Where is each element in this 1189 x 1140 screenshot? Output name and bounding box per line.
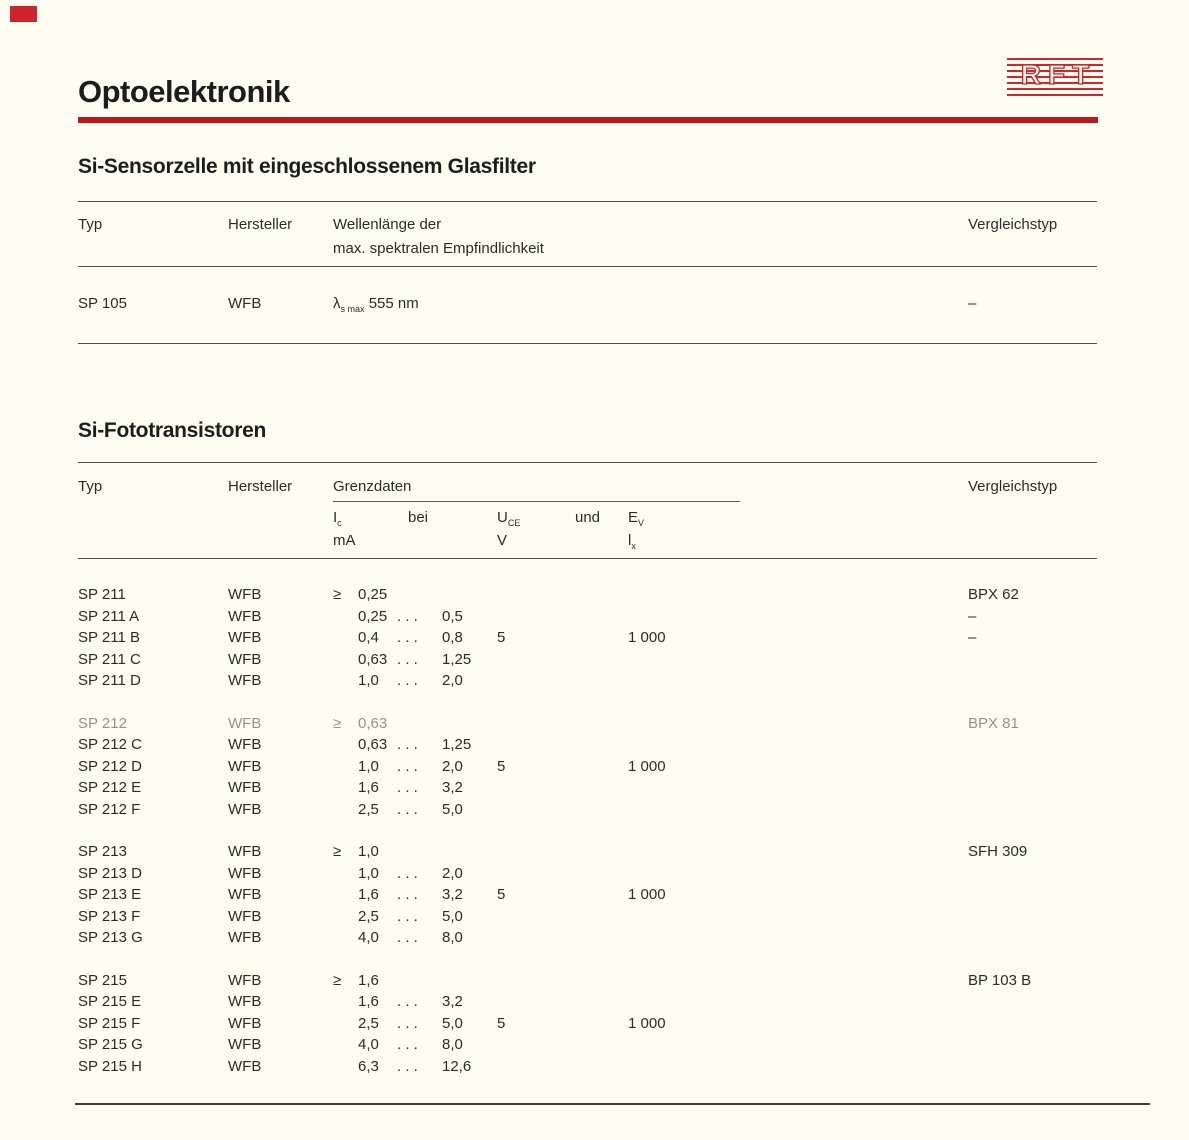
table-row: [78, 863, 1097, 885]
ic-min-value: 1,6: [358, 886, 379, 903]
typ-cell: SP 215: [78, 971, 127, 989]
hersteller-cell: WFB: [228, 736, 262, 753]
vergleichstyp-value: BP 103 B: [968, 971, 1032, 989]
ic-dots: . . .: [397, 800, 418, 818]
typ-cell: SP 213 D: [78, 864, 142, 882]
ic-min-value: 2,5: [358, 800, 379, 818]
table-row: [78, 841, 1097, 863]
vergleichstyp-value: –: [968, 607, 977, 625]
ic-dots: . . .: [397, 1057, 418, 1075]
table-row: [78, 756, 1097, 778]
wellenlaenge-value: 555 nm: [368, 295, 419, 312]
ic-min-value: 1,0: [358, 757, 379, 775]
ic-dots: . . .: [397, 650, 418, 668]
hersteller-cell: WFB: [228, 907, 262, 925]
ic-dots: . . .: [397, 736, 418, 753]
ic-min-value: 4,0: [358, 929, 379, 946]
page-title: Optoelektronik: [78, 74, 290, 109]
hersteller-cell: WFB: [228, 1036, 262, 1053]
typ-cell: SP 212 F: [78, 800, 141, 818]
hersteller-cell: WFB: [228, 971, 262, 989]
typ-cell: SP 211 B: [78, 629, 140, 646]
unit-ma: mA: [333, 532, 356, 549]
hersteller-cell: WFB: [228, 1057, 262, 1075]
table-row: [78, 991, 1097, 1013]
ic-min-value: 2,5: [358, 1014, 379, 1032]
typ-cell: SP 215 F: [78, 1014, 141, 1032]
col-hersteller: Hersteller: [228, 478, 293, 495]
table-row: [78, 267, 1097, 344]
table-row: [78, 1013, 1097, 1035]
ic-dots: . . .: [397, 886, 418, 903]
hersteller-cell: WFB: [228, 993, 262, 1010]
hersteller-cell: WFB: [228, 629, 262, 646]
hersteller-cell: WFB: [228, 886, 262, 903]
ic-min-value: 1,0: [358, 843, 379, 860]
ic-dots: . . .: [397, 757, 418, 775]
typ-cell: SP 211 C: [78, 650, 141, 668]
typ-cell: SP 213 G: [78, 929, 143, 946]
table-row: [78, 927, 1097, 949]
ic-ge-symbol: ≥: [333, 714, 342, 732]
ic-min-value: 4,0: [358, 1036, 379, 1053]
col-hersteller: Hersteller: [228, 216, 293, 233]
unit-lx: [628, 530, 636, 557]
ic-min-value: 1,0: [358, 672, 379, 689]
sensorzelle-table: [78, 201, 1097, 344]
hersteller-cell: WFB: [228, 800, 262, 818]
typ-cell: SP 215 G: [78, 1036, 143, 1053]
ic-max-value: 0,8: [442, 629, 463, 646]
ic-max-value: 5,0: [442, 907, 463, 925]
ic-min-value: 1,0: [358, 864, 379, 882]
hersteller-cell: WFB: [228, 586, 262, 603]
hersteller-cell: WFB: [228, 843, 262, 860]
hersteller-cell: WFB: [228, 650, 262, 668]
uce-symbol: U: [497, 509, 508, 526]
ic-max-value: 3,2: [442, 779, 463, 796]
typ-cell: SP 212: [78, 714, 127, 732]
ic-min-value: 0,25: [358, 586, 388, 603]
row-group: [78, 970, 1097, 1078]
uce-subscript: CE: [507, 518, 521, 528]
section-heading-sensorzelle: Si-Sensorzelle mit eingeschlossenem Glasfilter: [78, 155, 536, 178]
ic-dots: . . .: [397, 864, 418, 882]
ic-max-value: 8,0: [442, 929, 463, 946]
ic-dots: . . .: [397, 672, 418, 689]
ic-max-value: 5,0: [442, 1014, 463, 1032]
uce-value: 5: [497, 757, 506, 775]
col-und: und: [575, 509, 601, 526]
table-row: [78, 606, 1097, 628]
bottom-rule: [75, 1103, 1150, 1105]
lux-symbol: l: [628, 532, 632, 549]
ic-min-value: 0,63: [358, 714, 388, 732]
table-row: [78, 584, 1097, 606]
table-row: [78, 734, 1097, 756]
typ-cell: SP 211 A: [78, 607, 140, 625]
ic-dots: . . .: [397, 779, 418, 796]
hersteller-cell: WFB: [228, 714, 262, 732]
ic-max-value: 2,0: [442, 757, 463, 775]
ic-min-value: 1,6: [358, 971, 379, 989]
lambda-subscript: s max: [340, 304, 365, 314]
typ-cell: SP 215 E: [78, 993, 142, 1010]
typ-cell: SP 213 E: [78, 886, 142, 903]
title-rule: [78, 117, 1098, 123]
ev-symbol: E: [628, 509, 639, 526]
unit-v: V: [497, 532, 508, 549]
col-vergleichstyp: Vergleichstyp: [968, 478, 1058, 495]
ic-max-value: 2,0: [442, 672, 463, 689]
ic-dots: . . .: [397, 907, 418, 925]
col-bei: bei: [408, 509, 429, 526]
row-group: [78, 584, 1097, 692]
ev-value: 1 000: [628, 1014, 666, 1032]
table-row: [78, 970, 1097, 992]
ic-min-value: 1,6: [358, 779, 379, 796]
ic-dots: . . .: [397, 1014, 418, 1032]
lux-subscript: x: [631, 541, 636, 551]
ic-max-value: 12,6: [442, 1057, 472, 1075]
typ-cell: SP 213 F: [78, 907, 141, 925]
ic-dots: . . .: [397, 929, 418, 946]
typ-cell: SP 212 C: [78, 736, 142, 753]
table-row: [78, 649, 1097, 671]
table-row: [78, 906, 1097, 928]
col-wellenlaenge-line2: max. spektralen Empfindlichkeit: [333, 240, 544, 257]
wellenlaenge-cell: [333, 293, 419, 320]
typ-cell: SP 105: [78, 295, 127, 312]
ic-max-value: 0,5: [442, 607, 463, 625]
ic-max-value: 8,0: [442, 1036, 463, 1053]
section-heading-fototransistoren: Si-Fototransistoren: [78, 419, 266, 442]
hersteller-cell: WFB: [228, 779, 262, 796]
col-grenzdaten: Grenzdaten: [333, 478, 412, 495]
table-row: [78, 713, 1097, 735]
hersteller-cell: WFB: [228, 295, 262, 312]
table-row: [78, 1056, 1097, 1078]
ic-max-value: 5,0: [442, 800, 463, 818]
ic-min-value: 0,25: [358, 607, 388, 625]
col-typ: Typ: [78, 216, 103, 233]
lambda-symbol: λ: [333, 295, 341, 312]
col-typ: Typ: [78, 478, 103, 495]
ic-max-value: 1,25: [442, 736, 472, 753]
hersteller-cell: WFB: [228, 864, 262, 882]
ic-ge-symbol: ≥: [333, 843, 342, 860]
ic-min-value: 2,5: [358, 907, 379, 925]
uce-value: 5: [497, 629, 506, 646]
vergleichstyp-value: BPX 81: [968, 714, 1019, 732]
table-row: [78, 884, 1097, 906]
ic-dots: . . .: [397, 629, 418, 646]
ic-min-value: 0,4: [358, 629, 379, 646]
grenzdaten-rule: [333, 501, 740, 502]
rft-logo-text: RFT: [1020, 59, 1097, 90]
corner-tab: [10, 6, 37, 22]
table-row: [78, 670, 1097, 692]
ic-min-value: 1,6: [358, 993, 379, 1010]
ic-min-value: 6,3: [358, 1057, 379, 1075]
uce-value: 5: [497, 1014, 506, 1032]
hersteller-cell: WFB: [228, 757, 262, 775]
typ-cell: SP 215 H: [78, 1057, 142, 1075]
rft-logo: [1007, 54, 1103, 96]
sensorzelle-header: [78, 202, 1097, 267]
table-row: [78, 799, 1097, 821]
ic-dots: . . .: [397, 607, 418, 625]
vergleichstyp-value: BPX 62: [968, 586, 1019, 603]
ev-value: 1 000: [628, 757, 666, 775]
ic-dots: . . .: [397, 993, 418, 1010]
table-row: [78, 777, 1097, 799]
vergleichstyp-value: –: [968, 629, 977, 646]
typ-cell: SP 212 E: [78, 779, 142, 796]
ic-subscript: c: [337, 518, 342, 528]
ic-min-value: 0,63: [358, 650, 388, 668]
table-row: [78, 1034, 1097, 1056]
vergleichstyp-value: –: [968, 295, 977, 312]
ev-value: 1 000: [628, 886, 666, 903]
hersteller-cell: WFB: [228, 1014, 262, 1032]
typ-cell: SP 212 D: [78, 757, 142, 775]
ic-symbol: I: [333, 509, 338, 526]
ic-max-value: 2,0: [442, 864, 463, 882]
ic-dots: . . .: [397, 1036, 418, 1053]
typ-cell: SP 213: [78, 843, 127, 860]
fototransistoren-header: [78, 463, 1097, 559]
row-group: [78, 841, 1097, 949]
ic-ge-symbol: ≥: [333, 971, 342, 989]
ic-max-value: 3,2: [442, 886, 463, 903]
table-row: [78, 627, 1097, 649]
col-vergleichstyp: Vergleichstyp: [968, 216, 1058, 233]
row-group: [78, 713, 1097, 821]
hersteller-cell: WFB: [228, 607, 262, 625]
uce-value: 5: [497, 886, 506, 903]
ic-ge-symbol: ≥: [333, 586, 342, 603]
typ-cell: SP 211 D: [78, 672, 141, 689]
ic-max-value: 1,25: [442, 650, 472, 668]
ic-max-value: 3,2: [442, 993, 463, 1010]
vergleichstyp-value: SFH 309: [968, 843, 1028, 860]
hersteller-cell: WFB: [228, 672, 262, 689]
col-wellenlaenge-line1: Wellenlänge der: [333, 216, 442, 233]
ev-value: 1 000: [628, 629, 666, 646]
ev-subscript: V: [638, 518, 645, 528]
hersteller-cell: WFB: [228, 929, 262, 946]
ic-min-value: 0,63: [358, 736, 388, 753]
fototransistoren-table-header: [78, 462, 1097, 559]
fototransistoren-body: [78, 560, 1097, 1098]
typ-cell: SP 211: [78, 586, 126, 603]
